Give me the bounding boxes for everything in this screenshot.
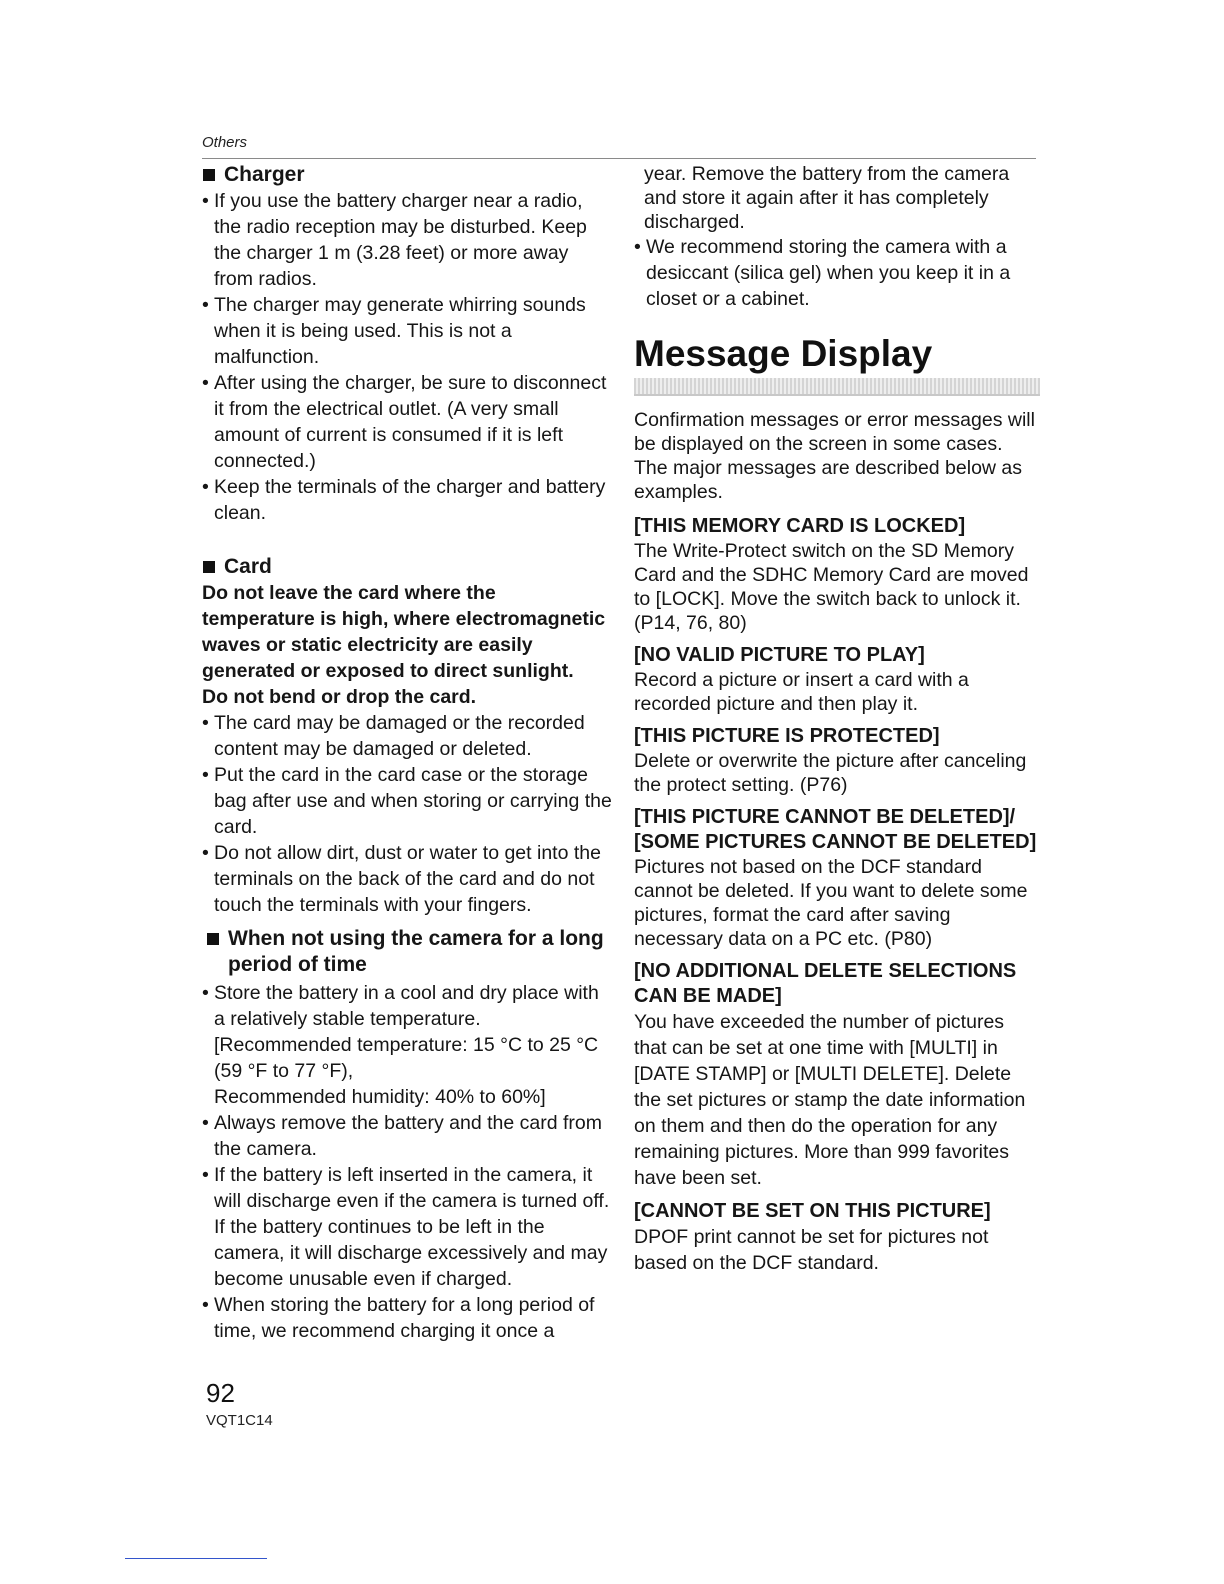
card-bullet-1: • The card may be damaged or the recorded content may be damaged or deleted. (202, 710, 612, 762)
card-warning-2: Do not bend or drop the card. (202, 686, 477, 708)
message-intro-1: Confirmation messages or error messages will be displayed on the screen in some cases. (634, 409, 1035, 455)
section-label: Others (202, 134, 248, 151)
card-bullets (202, 710, 612, 918)
charger-heading-text: Charger (224, 163, 305, 186)
long-period-heading (202, 926, 612, 978)
message-description: You have exceeded the number of pictures that can be set at one time with [MULTI] in [DATE STAMP] or [MULTI DELETE]. Delete the set pictures or stamp the date information on them and then do the operation for any remaining pictures. More than 999 favorites have been set. (634, 1011, 1026, 1189)
message-title: [THIS PICTURE CANNOT BE DELETED]/ [SOME PICTURES CANNOT BE DELETED] (634, 806, 1037, 853)
charger-heading (202, 162, 612, 188)
charger-bullets (202, 188, 612, 526)
message-title: [CANNOT BE SET ON THIS PICTURE] (634, 1200, 991, 1222)
header-divider (202, 158, 1036, 159)
card-warning-1: Do not leave the card where the temperature is high, where electromagnetic waves or static electricity are easily generated or exposed to direct sunlight. (202, 582, 606, 682)
message-title: [NO ADDITIONAL DELETE SELECTIONS CAN BE MADE] (634, 960, 1017, 1007)
message-entry (634, 959, 1040, 1191)
message-description: Record a picture or insert a card with a recorded picture and then play it. (634, 669, 969, 715)
message-entry (634, 805, 1040, 951)
message-entry (634, 724, 1040, 797)
long-period-bullet-1 (202, 980, 612, 1110)
charger-bullet-1: • If you use the battery charger near a radio, the radio reception may be disturbed. Keep the charger 1 m (3.28 feet) or more away from radios. (202, 188, 612, 292)
card-heading-text: Card (224, 555, 272, 578)
charger-bullet-4: • Keep the terminals of the charger and battery clean. (202, 474, 612, 526)
message-entry (634, 514, 1040, 635)
page-number: 92 (206, 1378, 235, 1408)
right-column (634, 162, 1040, 1276)
message-title: [THIS PICTURE IS PROTECTED] (634, 725, 940, 747)
square-bullet-icon (203, 561, 215, 573)
long-period-bullet-2: • Always remove the battery and the card from the camera. (202, 1110, 612, 1162)
storage-humidity-text: Recommended humidity: 40% to 60%] (214, 1086, 546, 1108)
model-code: VQT1C14 (206, 1412, 273, 1429)
charger-bullet-3: • After using the charger, be sure to disconnect it from the electrical outlet. (A very small amount of current is consumed if it is left connected.) (202, 370, 612, 474)
long-period-bullet-4-continued: year. Remove the battery from the camera and store it again after it has completely discharged. (644, 163, 1010, 233)
card-bullet-3: • Do not allow dirt, dust or water to get into the terminals on the back of the card and do not touch the terminals with your fingers. (202, 840, 612, 918)
title-underline-bar (634, 378, 1040, 396)
message-title: [NO VALID PICTURE TO PLAY] (634, 644, 925, 666)
message-entry (634, 643, 1040, 716)
charger-bullet-2: • The charger may generate whirring sounds when it is being used. This is not a malfunction. (202, 292, 612, 370)
message-description: Pictures not based on the DCF standard cannot be deleted. If you want to delete some pictures, format the card after saving necessary data on a PC etc. (P80) (634, 856, 1028, 950)
message-entry (634, 1199, 1040, 1276)
message-description: Delete or overwrite the picture after canceling the protect setting. (P76) (634, 750, 1027, 796)
message-description: DPOF print cannot be set for pictures not based on the DCF standard. (634, 1226, 989, 1274)
card-bullet-2: • Put the card in the card case or the storage bag after use and when storing or carrying the card. (202, 762, 612, 840)
left-column (202, 162, 612, 1344)
long-period-bullets (202, 980, 612, 1344)
long-period-bullet-3: • If the battery is left inserted in the camera, it will discharge even if the camera is turned off. If the battery continues to be left in the camera, it will discharge excessively and may become unusable even if charged. (202, 1162, 612, 1292)
square-bullet-icon (207, 933, 219, 945)
footer-rule (125, 1558, 267, 1559)
long-period-bullet-5: • We recommend storing the camera with a desiccant (silica gel) when you keep it in a closet or a cabinet. (634, 234, 1040, 312)
message-intro-2: The major messages are described below as examples. (634, 457, 1023, 503)
square-bullet-icon (203, 169, 215, 181)
long-period-heading-text: When not using the camera for a long period of time (228, 927, 604, 976)
message-display-header (634, 332, 1040, 396)
long-period-bullet-4: • When storing the battery for a long period of time, we recommend charging it once a (202, 1292, 612, 1344)
page-title: Message Display (634, 333, 933, 374)
card-heading (202, 554, 612, 580)
long-period-bullets-continued (634, 234, 1040, 312)
message-title: [THIS MEMORY CARD IS LOCKED] (634, 515, 966, 537)
storage-temperature-text: Store the battery in a cool and dry place with a relatively stable temperature. [Recommended temperature: 15 °C to 25 °C (59 °F to 77 °F), (214, 982, 599, 1082)
message-description: The Write-Protect switch on the SD Memory Card and the SDHC Memory Card are moved to [LOCK]. Move the switch back to unlock it. (P14, 76, 80) (634, 540, 1029, 634)
